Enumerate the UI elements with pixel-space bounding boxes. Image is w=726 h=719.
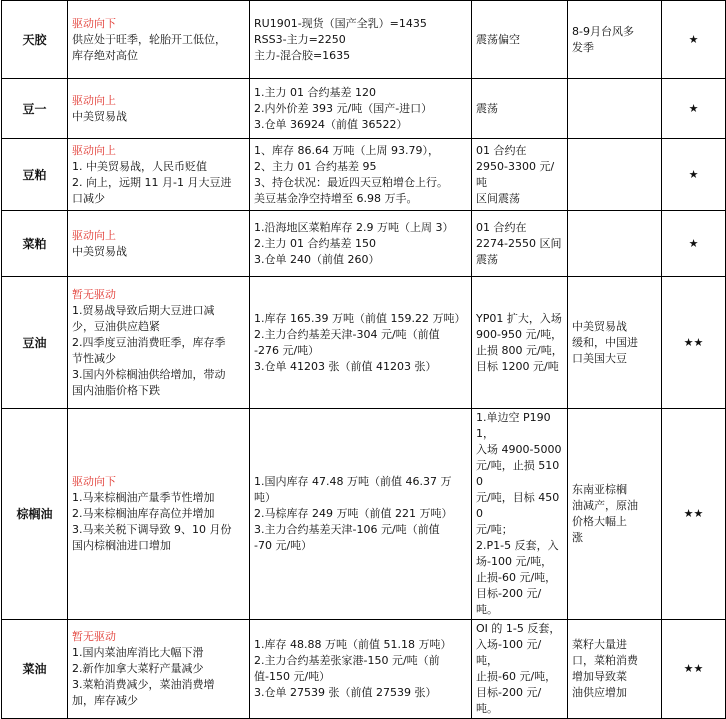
view-line: 01 合约在 [476, 143, 527, 157]
driver-direction: 驱动向上 [72, 228, 116, 242]
data-line: 2、主力 01 合约基差 95 [254, 159, 377, 173]
driver-line: 2.新作加拿大菜籽产量减少 [72, 662, 204, 675]
driver-line: 少，豆油供应趋紧 [72, 319, 160, 333]
view-line: 入场-100 元/吨， [476, 638, 542, 667]
data-line: 1.库存 165.39 万吨（前值 159.22 万吨） [254, 311, 466, 325]
data-cell [250, 139, 472, 211]
driver-line: 节性减少 [72, 351, 116, 365]
view-cell [472, 139, 568, 211]
view-line: YP01 扩大，入场 [476, 311, 562, 325]
view-line: 01 合约在 [476, 220, 527, 234]
risk-line: 东南亚棕榈 [572, 483, 627, 496]
driver-direction: 驱动向上 [72, 143, 116, 157]
view-line: 区间震荡 [476, 191, 520, 205]
view-cell [472, 79, 568, 139]
risk-line: 增加导致菜 [572, 670, 627, 683]
driver-line: 1.国内菜油库消比大幅下滑 [72, 646, 204, 659]
data-line: 2.主力合约基差张家港-150 元/吨（前 [254, 654, 440, 667]
risk-line: 口美国大豆 [572, 351, 627, 365]
rating-stars: ★★ [662, 409, 726, 620]
driver-line: 2.马来棕榈油库存高位并增加 [72, 507, 215, 520]
data-line: 3.仓单 41203 张（前值 41203 张） [254, 359, 437, 373]
view-line: 2950-3300 元/吨 [476, 159, 555, 189]
risk-line: 油供应增加 [572, 686, 627, 699]
view-line: 900-950 元/吨， [476, 327, 563, 341]
data-line: 3.主力合约基差天津-106 元/吨（前值 [254, 523, 440, 536]
risk-line: 发季 [572, 40, 594, 54]
data-line: 1.库存 48.88 万吨（前值 51.18 万吨） [254, 638, 452, 651]
driver-line: 中美贸易战 [72, 244, 127, 258]
risk-cell [568, 620, 662, 719]
view-line: 目标 1200 元/吨 [476, 359, 559, 373]
data-line: 2.主力合约基差天津-304 元/吨（前值 [254, 327, 440, 341]
commodity-name: 豆一 [2, 79, 68, 139]
risk-line: 油减产，原油 [572, 499, 638, 512]
view-cell [472, 409, 568, 620]
view-line: 震荡 [476, 252, 498, 266]
view-line: 震荡 [476, 101, 498, 115]
view-line: 元/吨，止损 5100 [476, 459, 560, 488]
data-line: 吨） [254, 491, 276, 504]
data-line: 值-150 元/吨） [254, 670, 331, 683]
driver-direction: 驱动向下 [72, 16, 116, 30]
driver-direction: 暂无驱动 [72, 287, 116, 301]
risk-line: 8-9月台风多 [572, 24, 634, 38]
data-line: 1、库存 86.64 万吨（上周 93.79）， [254, 143, 439, 157]
data-line: 主力-混合胶=1635 [254, 48, 351, 62]
data-line: RSS3-主力=2250 [254, 32, 346, 46]
view-line: 目标-200 元/吨。 [476, 686, 542, 715]
data-cell [250, 1, 472, 79]
risk-line: 中美贸易战 [572, 319, 627, 333]
data-line: RU1901-现货（国产全乳）=1435 [254, 16, 427, 30]
view-cell [472, 211, 568, 277]
driver-line: 3.菜粕消费减少，菜油消费增 [72, 678, 215, 691]
rating-stars: ★★ [662, 277, 726, 409]
driver-line: 3.马来关税下调导致 9、10 月份 [72, 523, 232, 536]
view-line: 止损-60 元/吨， [476, 670, 557, 683]
driver-line: 供应处于旺季，轮胎开工低位， [72, 32, 226, 46]
data-cell [250, 211, 472, 277]
rating-stars: ★ [662, 139, 726, 211]
view-line: 1.单边空 P1901， [476, 411, 551, 440]
driver-line: 国内棕榈油进口增加 [72, 539, 171, 552]
table-row [2, 620, 726, 719]
commodity-name: 天胶 [2, 1, 68, 79]
risk-cell [568, 409, 662, 620]
table-row [2, 139, 726, 211]
data-cell [250, 620, 472, 719]
driver-cell [68, 1, 250, 79]
commodity-name: 豆粕 [2, 139, 68, 211]
data-line: 2.主力 01 合约基差 150 [254, 236, 376, 250]
data-line: 2.马棕库存 249 万吨（前值 221 万吨） [254, 507, 453, 520]
driver-line: 库存绝对高位 [72, 48, 138, 62]
risk-line: 涨 [572, 531, 583, 544]
view-line: 元/吨； [476, 523, 513, 536]
data-cell [250, 409, 472, 620]
data-line: 1.主力 01 合约基差 120 [254, 85, 376, 99]
risk-line: 口，菜粕消费 [572, 654, 638, 667]
view-line: 2.P1-5 反套，入 [476, 539, 559, 552]
table-row [2, 277, 726, 409]
risk-cell [568, 79, 662, 139]
view-line: 止损 800 元/吨， [476, 343, 563, 357]
data-line: 3.仓单 36924（前值 36522） [254, 117, 408, 131]
table-row [2, 79, 726, 139]
data-line: 美豆基金净空持增至 6.98 万手。 [254, 191, 418, 205]
table-row [2, 1, 726, 79]
driver-line: 加，库存减少 [72, 694, 138, 707]
driver-line: 中美贸易战 [72, 109, 127, 123]
data-line: 3.仓单 27539 张（前值 27539 张） [254, 686, 437, 699]
view-line: 入场 4900-5000 [476, 443, 562, 456]
commodity-outlook-table [1, 0, 726, 719]
data-line: 2.内外价差 393 元/吨（国产-进口） [254, 101, 433, 115]
driver-direction: 暂无驱动 [72, 630, 116, 643]
rating-stars: ★ [662, 211, 726, 277]
view-cell [472, 277, 568, 409]
driver-line: 3.国内外棕榈油供给增加，带动 [72, 367, 226, 381]
driver-line: 口减少 [72, 191, 105, 205]
commodity-name: 棕榈油 [2, 409, 68, 620]
view-line: 目标-200 元/吨。 [476, 587, 542, 616]
driver-cell [68, 409, 250, 620]
driver-cell [68, 211, 250, 277]
rating-stars: ★★ [662, 620, 726, 719]
commodity-name: 豆油 [2, 277, 68, 409]
view-line: 元/吨，目标 4500 [476, 491, 560, 520]
risk-cell [568, 1, 662, 79]
driver-line: 2. 向上，远期 11 月-1 月大豆进 [72, 175, 232, 189]
driver-direction: 驱动向下 [72, 475, 116, 488]
driver-cell [68, 139, 250, 211]
risk-line: 价格大幅上 [572, 515, 627, 528]
driver-line: 1.马来棕榈油产量季节性增加 [72, 491, 215, 504]
driver-cell [68, 277, 250, 409]
risk-line: 缓和，中国进 [572, 335, 638, 349]
rating-stars: ★ [662, 79, 726, 139]
view-cell [472, 620, 568, 719]
driver-line: 国内油脂价格下跌 [72, 383, 160, 397]
commodity-name: 菜粕 [2, 211, 68, 277]
data-cell [250, 79, 472, 139]
data-cell [250, 277, 472, 409]
risk-cell [568, 277, 662, 409]
view-line: OI 的 1-5 反套， [476, 622, 561, 635]
risk-cell [568, 211, 662, 277]
data-line: 3、持仓状况：最近四天豆粕增仓上行。 [254, 175, 448, 189]
view-line: 震荡偏空 [476, 32, 520, 46]
view-line: 2274-2550 区间 [476, 236, 562, 250]
risk-line: 菜籽大量进 [572, 638, 627, 651]
risk-cell [568, 139, 662, 211]
data-line: 1.国内库存 47.48 万吨（前值 46.37 万 [254, 475, 452, 488]
rating-stars: ★ [662, 1, 726, 79]
driver-cell [68, 79, 250, 139]
commodity-name: 菜油 [2, 620, 68, 719]
table-row [2, 409, 726, 620]
driver-line: 1.贸易战导致后期大豆进口减 [72, 303, 215, 317]
data-line: 1.沿海地区菜粕库存 2.9 万吨（上周 3） [254, 220, 454, 234]
table-body [2, 1, 726, 719]
table-row [2, 211, 726, 277]
data-line: -276 元/吨） [254, 343, 320, 357]
view-cell [472, 1, 568, 79]
driver-direction: 驱动向上 [72, 93, 116, 107]
data-line: 3.仓单 240（前值 260） [254, 252, 380, 266]
view-line: 场-100 元/吨， [476, 555, 553, 568]
data-line: -70 元/吨） [254, 539, 313, 552]
view-line: 止损-60 元/吨， [476, 571, 557, 584]
driver-line: 2.四季度豆油消费旺季，库存季 [72, 335, 226, 349]
driver-cell [68, 620, 250, 719]
driver-line: 1. 中美贸易战，人民币贬值 [72, 159, 207, 173]
